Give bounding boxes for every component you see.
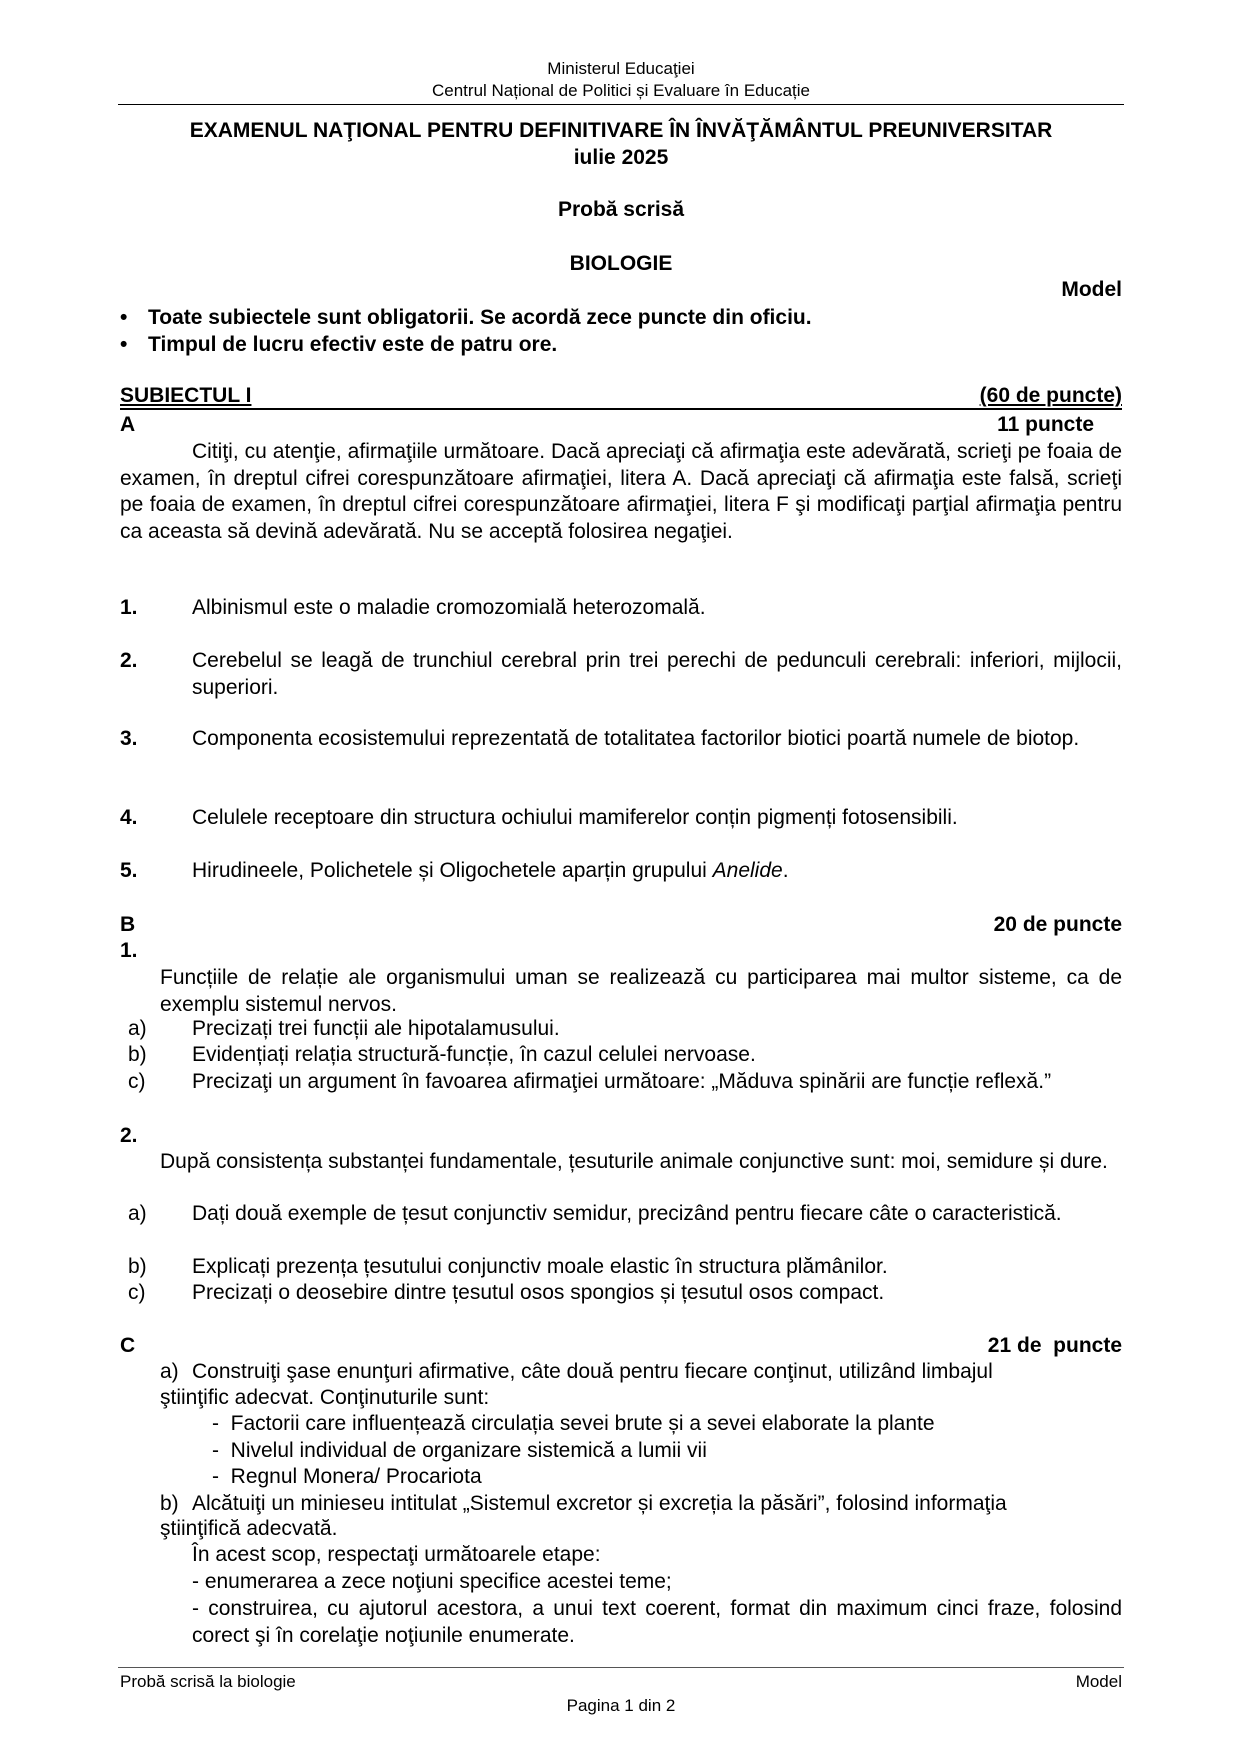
footer-right: Model xyxy=(1075,1672,1122,1691)
part-text: Explicați prezența țesutului conjunctiv moale elastic în structura plămânilor. xyxy=(192,1255,888,1278)
subject-header xyxy=(120,383,1122,410)
task-a xyxy=(160,1359,1122,1386)
step-item: - construirea, cu ajutorul acestora, a unui text coerent, format din maximum cinci fraze, folosind corect şi în corelaţie noţiunile enumerate. xyxy=(192,1597,1122,1647)
item-number: 1. xyxy=(120,596,138,619)
statement-text: Albinismul este o maladie cromozomială heterozomală. xyxy=(192,596,706,619)
part-label: c) xyxy=(128,1070,146,1093)
statement-text-part: Hirudineele, Polichetele și Oligochetele aparțin grupului xyxy=(192,859,713,882)
item-number: 4. xyxy=(120,806,138,829)
center-name: Centrul Național de Politici și Evaluare în Educație xyxy=(432,81,810,100)
task-b xyxy=(160,1491,1122,1518)
question-part xyxy=(128,1254,1154,1281)
part-label: b) xyxy=(160,1492,179,1515)
exam-date: iulie 2025 xyxy=(573,146,669,169)
part-label: b) xyxy=(128,1255,147,1278)
steps-intro: În acest scop, respectaţi următoarele etape: xyxy=(192,1543,601,1566)
part-label: a) xyxy=(128,1017,147,1040)
step-item: - enumerarea a zece noţiuni specifice acestei teme; xyxy=(192,1570,672,1593)
test-type: Probă scrisă xyxy=(557,198,685,221)
statement-text: Cerebelul se leagă de trunchiul cerebral prin trei perechi de pedunculi cerebrali: inferiori, mijlocii, superiori. xyxy=(192,649,1122,699)
part-text: Dați două exemple de țesut conjunctiv semidur, precizând pentru fiecare câte o caracteristică. xyxy=(192,1202,1062,1225)
section-points: 21 de puncte xyxy=(987,1334,1122,1357)
footer-divider xyxy=(118,1667,1124,1668)
part-label: b) xyxy=(128,1043,147,1066)
section-label: A xyxy=(120,413,136,436)
question-number: 1. xyxy=(120,939,138,962)
question-part xyxy=(128,1016,1154,1043)
part-text: Alcătuiţi un minieseu intitulat „Sistemul excretor și excreția la păsări”, folosind informaţia xyxy=(192,1492,1007,1515)
part-label: a) xyxy=(128,1202,147,1225)
item-number: 5. xyxy=(120,859,138,882)
bullet-icon: • xyxy=(120,333,128,356)
instruction-text: Timpul de lucru efectiv este de patru ore. xyxy=(148,333,558,356)
statement-italic: Anelide xyxy=(712,859,783,882)
statement-text: Celulele receptoare din structura ochiului mamiferelor conțin pigmenți fotosensibili. xyxy=(192,806,958,829)
section-a-instructions: Citiţi, cu atenţie, afirmaţiile următoare. Dacă apreciaţi că afirmaţia este adevărată, scrieţi pe foaia de examen, în dreptul cifrei corespunzătoare afirmaţiei, litera A. Dacă apreciaţi că afirmaţia este falsă, scrieţi pe foaia de examen, în dreptul cifrei corespunzătoare afirmaţiei, litera F şi modificaţi parţial afirmaţia pentru ca aceasta să devină adevărată. Nu se acceptă folosirea negaţiei. xyxy=(120,440,1122,543)
subject-name: BIOLOGIE xyxy=(569,252,673,275)
part-label: c) xyxy=(128,1281,146,1304)
question-context: După consistența substanței fundamentale, țesuturile animale conjunctive sunt: moi, semidure și dure. xyxy=(160,1150,1108,1173)
statement-text: Componenta ecosistemului reprezentată de totalitatea factorilor biotici poartă numele de biotop. xyxy=(192,727,1080,750)
page-number: Pagina 1 din 2 xyxy=(566,1696,676,1715)
question-part xyxy=(128,1042,1154,1069)
exam-title: EXAMENUL NAŢIONAL PENTRU DEFINITIVARE ÎN ÎNVĂŢĂMÂNTUL PREUNIVERSITAR xyxy=(189,119,1053,142)
item-number: 3. xyxy=(120,727,138,750)
content-item: - Factorii care influențează circulația sevei brute și a sevei elaborate la plante xyxy=(212,1412,935,1435)
instruction-item xyxy=(120,305,1122,332)
content-item: - Nivelul individual de organizare sistemică a lumii vii xyxy=(212,1439,707,1462)
part-text: Precizaţi un argument în favoarea afirmaţiei următoare: „Măduva spinării are funcție reflexă.” xyxy=(192,1070,1052,1093)
statement-end: . xyxy=(782,859,789,882)
subject-points: (60 de puncte) xyxy=(979,384,1122,407)
content-item: - Regnul Monera/ Procariota xyxy=(212,1465,482,1488)
part-text: Precizați trei funcții ale hipotalamusului. xyxy=(192,1017,560,1040)
question-part xyxy=(128,1280,1154,1307)
ministry-name: Ministerul Educaţiei xyxy=(547,59,695,78)
section-label: C xyxy=(120,1334,136,1357)
header-divider xyxy=(118,104,1124,105)
task-a-continued: ştiinţific adecvat. Conţinuturile sunt: xyxy=(160,1386,490,1409)
section-c-header xyxy=(120,1333,1122,1360)
bullet-icon: • xyxy=(120,306,128,329)
section-label: B xyxy=(120,913,136,936)
instruction-item xyxy=(120,332,1122,359)
item-number: 2. xyxy=(120,649,138,672)
statement-text xyxy=(192,858,1122,885)
part-text: Construiţi şase enunţuri afirmative, câte două pentru fiecare conţinut, utilizând limbajul xyxy=(192,1360,993,1383)
task-b-continued: ştiinţifică adecvată. xyxy=(160,1517,338,1540)
subject-label: SUBIECTUL I xyxy=(120,384,252,407)
question-part xyxy=(128,1201,1154,1228)
footer-left: Probă scrisă la biologie xyxy=(120,1672,296,1691)
instruction-text: Toate subiectele sunt obligatorii. Se acordă zece puncte din oficiu. xyxy=(148,306,812,329)
section-points: 11 puncte xyxy=(997,413,1094,436)
question-part xyxy=(128,1069,1154,1096)
footer xyxy=(120,1671,1122,1692)
variant-label: Model xyxy=(1061,278,1122,301)
part-text: Evidențiați relația structură-funcție, în cazul celulei nervoase. xyxy=(192,1043,756,1066)
question-number: 2. xyxy=(120,1124,138,1147)
section-a-header xyxy=(120,412,1122,439)
part-text: Precizați o deosebire dintre țesutul osos spongios și țesutul osos compact. xyxy=(192,1281,885,1304)
part-label: a) xyxy=(160,1360,179,1383)
question-context: Funcțiile de relație ale organismului uman se realizează cu participarea mai multor sisteme, ca de exemplu sistemul nervos. xyxy=(160,966,1122,1016)
section-b-header xyxy=(120,912,1122,939)
section-points: 20 de puncte xyxy=(993,913,1122,936)
